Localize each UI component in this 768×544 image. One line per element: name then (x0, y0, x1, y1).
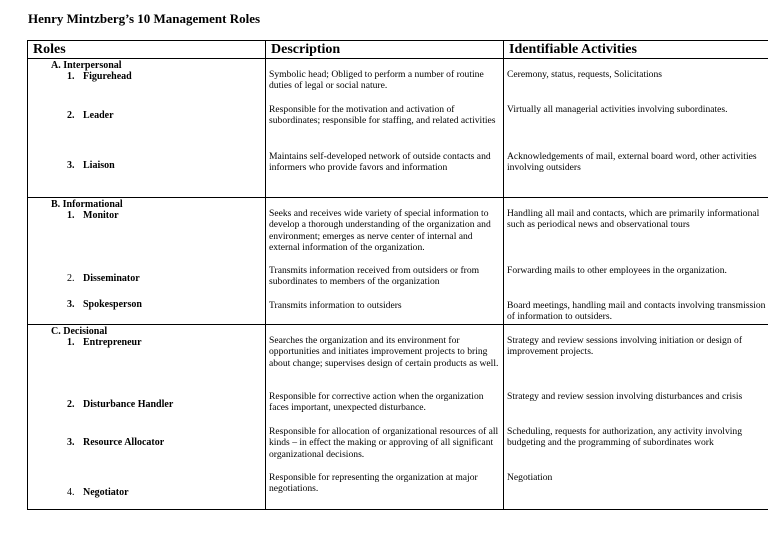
description-cell (266, 198, 504, 325)
role-description: Searches the organization and its environment for opportunities and initiates improvement projects to bring about change; supervises design of certain products as well. (269, 335, 499, 369)
column-header-description: Description (266, 41, 504, 59)
role-name: 2. Disturbance Handler (67, 399, 174, 410)
activities-cell (504, 59, 768, 198)
role-name: 3. Spokesperson (67, 299, 142, 310)
role-name: 1. Figurehead (67, 71, 132, 82)
section-label: C. Decisional (51, 326, 108, 337)
role-activities: Negotiation (507, 472, 553, 483)
role-description: Seeks and receives wide variety of special information to develop a thorough understanding of the organization and environment; emerges as nerve center of internal and external information of the organization. (269, 208, 491, 254)
role-name: 4. Negotiator (67, 487, 129, 498)
section-row-interpersonal (28, 59, 768, 198)
role-description: Responsible for the motivation and activation of subordinates; responsible for staffing, and related activities (269, 104, 496, 127)
role-name: 1. Monitor (67, 210, 119, 221)
role-description: Maintains self-developed network of outside contacts and informers who provide favors and information (269, 151, 491, 174)
role-name: 1. Entrepreneur (67, 337, 142, 348)
activities-cell (504, 198, 768, 325)
table-header-row (28, 41, 768, 59)
roles-table (27, 40, 768, 510)
role-description: Responsible for representing the organization at major negotiations. (269, 472, 478, 495)
role-activities: Ceremony, status, requests, Solicitations (507, 69, 662, 80)
role-description: Transmits information to outsiders (269, 300, 402, 311)
role-name: 3. Resource Allocator (67, 437, 165, 448)
role-activities: Handling all mail and contacts, which are primarily informational such as periodical news and observational tours (507, 208, 760, 231)
column-header-activities: Identifiable Activities (504, 41, 768, 59)
role-description: Responsible for allocation of organizational resources of all kinds – in effect the making or approving of all significant organizational decisions. (269, 426, 499, 460)
section-label: A. Interpersonal (51, 60, 122, 71)
column-header-roles: Roles (28, 41, 266, 59)
role-activities: Board meetings, handling mail and contacts involving transmission of information to outsiders. (507, 300, 766, 323)
document-title: Henry Mintzberg’s 10 Management Roles (28, 11, 261, 26)
section-row-decisional (28, 325, 768, 510)
role-description: Symbolic head; Obliged to perform a number of routine duties of legal or social nature. (269, 69, 484, 92)
section-row-informational (28, 198, 768, 325)
role-description: Responsible for corrective action when the organization faces important, unexpected disturbance. (269, 391, 484, 414)
roles-cell (28, 59, 266, 198)
roles-cell (28, 325, 266, 510)
role-activities: Strategy and review session involving disturbances and crisis (507, 391, 743, 402)
role-name: 2. Leader (67, 110, 114, 121)
role-description: Transmits information received from outsiders or from subordinates to members of the organization (269, 265, 480, 288)
role-activities: Virtually all managerial activities involving subordinates. (507, 104, 728, 115)
section-label: B. Informational (51, 199, 123, 210)
role-activities: Forwarding mails to other employees in the organization. (507, 265, 727, 276)
role-activities: Strategy and review sessions involving initiation or design of improvement projects. (507, 335, 743, 358)
role-activities: Scheduling, requests for authorization, any activity involving budgeting and the programming of subordinates work (507, 426, 742, 449)
roles-cell (28, 198, 266, 325)
activities-cell (504, 325, 768, 510)
role-name: 3. Liaison (67, 160, 115, 171)
role-name: 2. Disseminator (67, 273, 140, 284)
description-cell (266, 325, 504, 510)
description-cell (266, 59, 504, 198)
role-activities: Acknowledgements of mail, external board word, other activities involving outsiders (507, 151, 757, 174)
